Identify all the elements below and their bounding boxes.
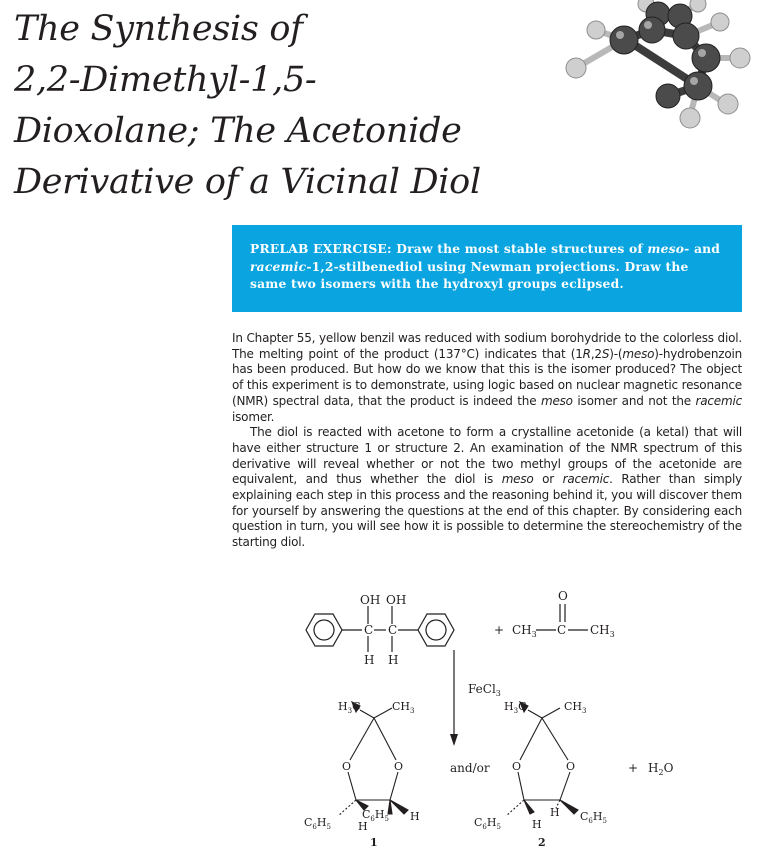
acetone-ch3-left: $CH_3$ <box>512 623 537 639</box>
p1-text-c: )-( <box>609 346 623 361</box>
acetonide-2-structure <box>506 702 578 816</box>
plus-sign: + <box>494 623 505 637</box>
p1-text-f: isomer. <box>232 409 275 424</box>
oh-label-1: OH <box>360 593 381 607</box>
p1-c6h5-left: $C_6H_5$ <box>304 816 331 831</box>
p1-h-right: H <box>410 810 420 823</box>
title-line-4: Derivative of a Vicinal Diol <box>14 162 481 202</box>
p1-meso-2: meso <box>540 393 573 408</box>
p2-h-left: H <box>532 818 542 831</box>
paragraph-2 <box>232 425 742 551</box>
p2-ch3: $CH_3$ <box>564 700 587 715</box>
p1-s: S <box>601 346 610 361</box>
p1-text-d: )-hydrobenzoin has been produced. But how do we know that this is the isomer produced? The object of this experiment is to demonstrate, using logic based on nuclear magnetic resonance (NMR) spectral data, that the product is indeed the <box>232 346 742 408</box>
p1-h3c: $H_3C$ <box>338 700 361 715</box>
p1-r: R <box>582 346 591 361</box>
p1-h-left: H <box>358 820 368 833</box>
prelab-meso: meso- <box>647 241 690 256</box>
title-line-3: Dioxolane; The Acetonide <box>14 111 462 151</box>
molecule-model-image <box>548 0 753 135</box>
and-or-label: and/or <box>450 761 490 775</box>
p1-meso-1: meso <box>622 346 655 361</box>
p1-text-e: isomer and not the <box>572 393 696 408</box>
oh-label-2: OH <box>386 593 407 607</box>
acetone-c: C <box>557 623 567 637</box>
title-line-2: 2,2-Dimethyl-1,5- <box>14 60 317 100</box>
prelab-text-1: Draw the most stable structures of <box>391 241 648 256</box>
p2-text-b: or <box>533 472 563 487</box>
c-label-1: C <box>364 623 374 637</box>
prelab-exercise-box <box>232 225 742 312</box>
p2-o-left: O <box>512 760 522 773</box>
h-label-1: H <box>364 653 375 667</box>
prelab-racemic: racemic <box>250 258 307 274</box>
p2-c6h5-left: $C_6H_5$ <box>474 816 501 831</box>
reaction-scheme <box>298 588 728 850</box>
c-label-2: C <box>388 623 398 637</box>
water-label: $H_2O$ <box>648 761 674 777</box>
paragraph-1 <box>232 331 742 425</box>
prelab-and: and <box>689 241 721 256</box>
structure-label-1: 1 <box>370 836 378 849</box>
p1-text-a: In Chapter 55, yellow benzil was reduced with sodium borohydride to the colorless diol. The melting point of the product (137°C) indicates that (1 <box>232 331 742 361</box>
p1-o-right: O <box>394 760 404 773</box>
p1-racemic: racemic <box>695 393 742 408</box>
p2-o-right: O <box>566 760 576 773</box>
acetone-ch3-right: $CH_3$ <box>590 623 615 639</box>
chapter-title <box>14 4 574 208</box>
p2-racemic: racemic <box>562 472 610 487</box>
p1-c6h5-center: $C_6H_5$ <box>362 808 389 823</box>
acetone-o: O <box>558 589 568 603</box>
p2-text-c: . Rather than simply explaining each step in this process and the reasoning behind it, you will discover them for yourself by answering the questions at the end of this chapter. By considering each question in turn, you will see how it is possible to determine the stereochemistry of the starting diol. <box>232 472 742 550</box>
p1-ch3: $CH_3$ <box>392 700 415 715</box>
h-label-2: H <box>388 653 399 667</box>
p1-text-b: ,2 <box>590 346 602 361</box>
plus-water: + <box>628 761 639 775</box>
p2-h3c: $H_3C$ <box>504 700 527 715</box>
p2-text-a: The diol is reacted with acetone to form a crystalline acetonide (a ketal) that will have either structure 1 or structure 2. An examination of the NMR spectrum of this derivative will reveal whether or not the two methyl groups of the acetonide are equivalent, and thus whether the diol is <box>232 425 742 487</box>
p2-h-right: H <box>550 806 560 819</box>
title-line-1: The Synthesis of <box>14 9 303 49</box>
prelab-label: PRELAB EXERCISE: <box>250 241 392 256</box>
structure-label-2: 2 <box>538 836 546 849</box>
prelab-text-2: -1,2-stilbenediol using Newman projections. Draw the same two isomers with the hydroxyl groups eclipsed. <box>250 258 689 291</box>
acetonide-1-structure <box>338 702 408 816</box>
p1-o-left: O <box>342 760 352 773</box>
hydrobenzoin-structure <box>306 606 454 652</box>
p2-meso: meso <box>501 472 534 487</box>
body-text <box>232 331 742 551</box>
p2-c6h5-right: $C_6H_5$ <box>580 810 607 825</box>
reagent-fecl3: FeCl$_3$ <box>468 682 501 698</box>
